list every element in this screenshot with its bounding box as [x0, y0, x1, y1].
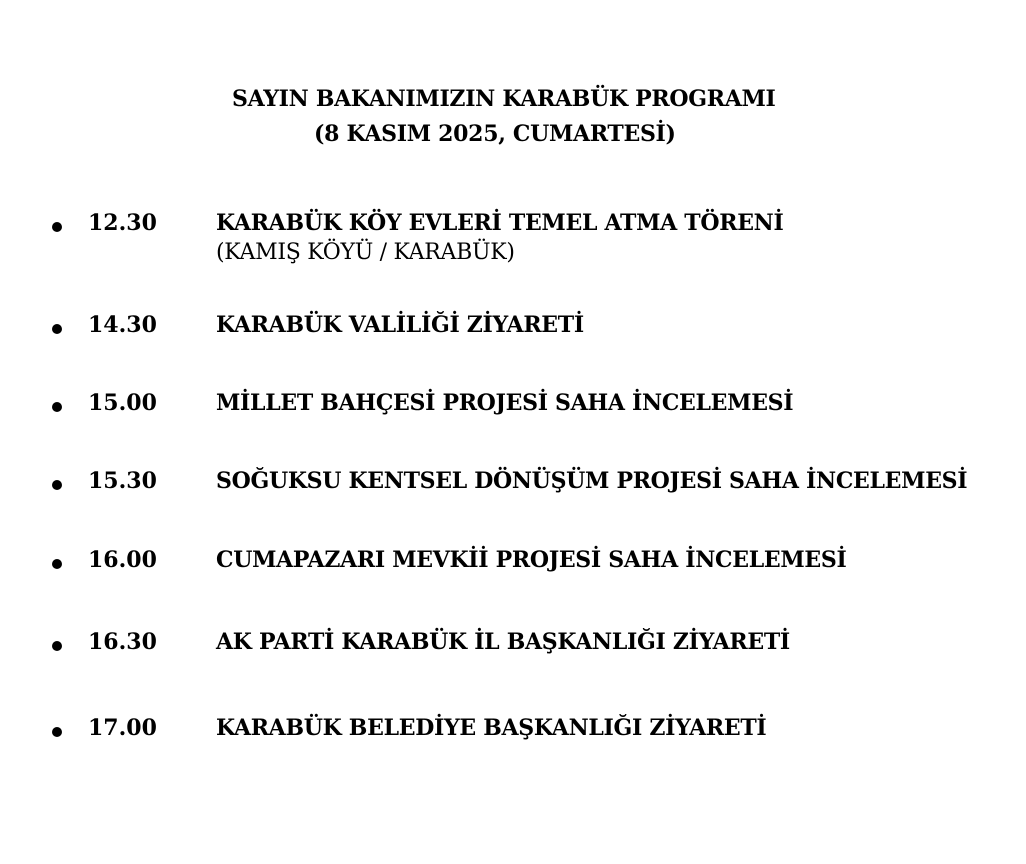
- schedule-event: SOĞUKSU KENTSEL DÖNÜŞÜM PROJESİ SAHA İNCELEMESİ: [216, 468, 968, 494]
- schedule-event: KARABÜK KÖY EVLERİ TEMEL ATMA TÖRENİ: [216, 210, 784, 236]
- bullet-icon: [52, 222, 62, 232]
- schedule-time: 12.30: [88, 210, 157, 236]
- schedule-time: 15.00: [88, 390, 157, 416]
- document-title: SAYIN BAKANIMIZIN KARABÜK PROGRAMI: [232, 86, 776, 112]
- schedule-location: (KAMIŞ KÖYÜ / KARABÜK): [216, 240, 515, 265]
- schedule-time: 16.00: [88, 547, 157, 573]
- schedule-item: [0, 629, 1026, 669]
- schedule-item: [0, 390, 1026, 430]
- schedule-item: [0, 210, 1026, 265]
- schedule-time: 14.30: [88, 312, 157, 338]
- document-date: (8 KASIM 2025, CUMARTESİ): [314, 121, 676, 147]
- bullet-icon: [52, 559, 62, 569]
- bullet-icon: [52, 324, 62, 334]
- schedule-item: [0, 715, 1026, 755]
- schedule-time: 16.30: [88, 629, 157, 655]
- bullet-icon: [52, 402, 62, 412]
- bullet-icon: [52, 480, 62, 490]
- bullet-icon: [52, 641, 62, 651]
- schedule-item: [0, 468, 1026, 508]
- schedule-time: 15.30: [88, 468, 157, 494]
- schedule-event: MİLLET BAHÇESİ PROJESİ SAHA İNCELEMESİ: [216, 390, 794, 416]
- schedule-event: AK PARTİ KARABÜK İL BAŞKANLIĞI ZİYARETİ: [216, 629, 790, 655]
- schedule-event: KARABÜK VALİLİĞİ ZİYARETİ: [216, 312, 584, 338]
- schedule-event: CUMAPAZARI MEVKİİ PROJESİ SAHA İNCELEMESİ: [216, 547, 847, 573]
- schedule-item: [0, 547, 1026, 587]
- schedule-event: KARABÜK BELEDİYE BAŞKANLIĞI ZİYARETİ: [216, 715, 767, 741]
- bullet-icon: [52, 727, 62, 737]
- schedule-time: 17.00: [88, 715, 157, 741]
- schedule-item: [0, 312, 1026, 352]
